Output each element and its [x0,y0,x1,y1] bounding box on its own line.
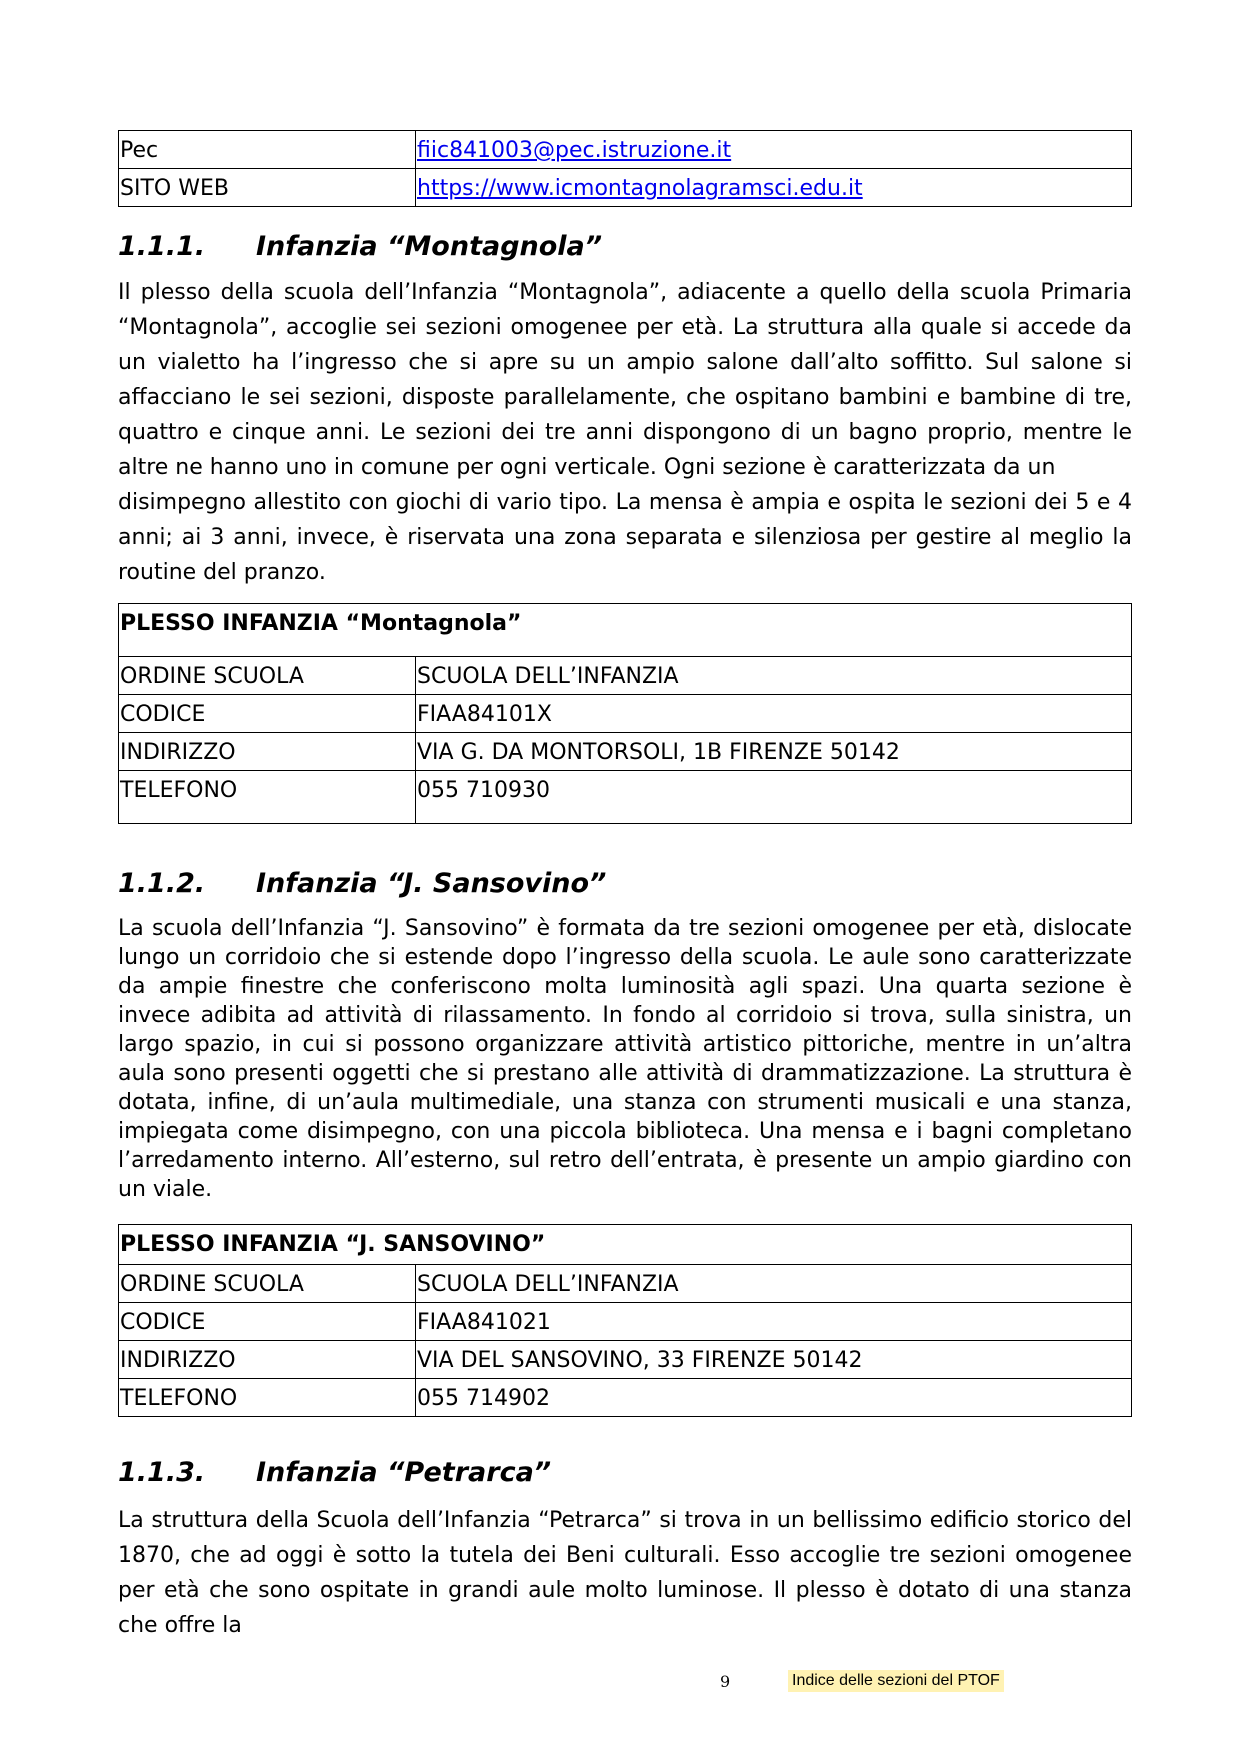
plesso-table [118,1224,1132,1417]
table-row [119,1265,1132,1303]
row-label: CODICE [119,695,416,733]
row-value: VIA DEL SANSOVINO, 33 FIRENZE 50142 [416,1341,1132,1379]
document-page [118,130,1132,1643]
contacts-table [118,130,1132,207]
website-label: SITO WEB [119,169,416,207]
section-heading [118,864,1132,904]
table-row [119,733,1132,771]
table-row [119,657,1132,695]
row-value: FIAA841021 [416,1303,1132,1341]
section-heading [118,1453,1132,1493]
table-row [119,1303,1132,1341]
row-label: TELEFONO [119,1379,416,1417]
row-value: SCUOLA DELL’INFANZIA [416,657,1132,695]
table-row [119,771,1132,824]
pec-email-link[interactable]: fiic841003@pec.istruzione.it [417,138,732,163]
index-link[interactable]: Indice delle sezioni del PTOF [788,1670,1004,1692]
row-value: 055 714902 [416,1379,1132,1417]
row-value: FIAA84101X [416,695,1132,733]
table-row [119,1341,1132,1379]
table-row [119,169,1132,207]
table-header: PLESSO INFANZIA “Montagnola” [119,604,1132,657]
row-value: 055 710930 [416,771,1132,824]
row-label: INDIRIZZO [119,733,416,771]
row-value: VIA G. DA MONTORSOLI, 1B FIRENZE 50142 [416,733,1132,771]
row-label: CODICE [119,1303,416,1341]
row-label: TELEFONO [119,771,416,824]
section-paragraph: La struttura della Scuola dell’Infanzia “Petrarca” si trova in un bellissimo edificio storico del 1870, che ad oggi è sotto la tutela dei Beni culturali. Esso accoglie tre sezioni omogenee per età che sono ospitate in grandi aule molto luminose. Il plesso è dotato di una stanza che offre la [118,1508,1132,1638]
section-title: Infanzia “Petrarca” [256,1457,552,1488]
pec-cell [416,131,1132,169]
row-label: ORDINE SCUOLA [119,657,416,695]
section-title: Infanzia “Montagnola” [256,231,603,262]
section-number: 1.1.1. [118,231,206,262]
row-label: ORDINE SCUOLA [119,1265,416,1303]
section-number: 1.1.3. [118,1457,206,1488]
page-number: 9 [720,1672,731,1691]
section-paragraph: Il plesso della scuola dell’Infanzia “Montagnola”, adiacente a quello della scuola Primaria “Montagnola”, accoglie sei sezioni omogenee per età. La struttura alla quale si accede da un vialetto ha l’ingresso che si apre su un ampio salone dall’alto soffitto. Sul salone si affacciano le sei sezioni, disposte parallelamente, che ospitano bambini e bambine di tre, quattro e cinque anni. Le sezioni dei tre anni dispongono di un bagno proprio, mentre le altre ne hanno uno in comune per ogni verticale. Ogni sezione è caratterizzata da un [118,280,1132,480]
section-paragraph: La scuola dell’Infanzia “J. Sansovino” è formata da tre sezioni omogenee per età, dislocate lungo un corridoio che si estende dopo l’ingresso della scuola. Le aule sono caratterizzate da ampie finestre che conferiscono molta luminosità agli spazi. Una quarta sezione è invece adibita ad attività di rilassamento. In fondo al corridoio si trova, sulla sinistra, un largo spazio, in cui si possono organizzare attività artistico pittoriche, mentre in un’altra aula sono presenti oggetti che si prestano alle attività di drammatizzazione. La struttura è dotata, infine, di un’aula multimediale, una stanza con strumenti musicali e una stanza, impiegata come disimpegno, con una piccola biblioteca. Una mensa e i bagni completano l’arredamento interno. All’esterno, sul retro dell’entrata, è presente un ampio giardino con un viale. [118,916,1132,1202]
section-title: Infanzia “J. Sansovino” [256,868,607,899]
website-link[interactable]: https://www.icmontagnolagramsci.edu.it [417,176,863,201]
table-header: PLESSO INFANZIA “J. SANSOVINO” [119,1225,1132,1265]
section-heading [118,227,1132,267]
row-label: INDIRIZZO [119,1341,416,1379]
table-header-row [119,1225,1132,1265]
table-row [119,695,1132,733]
website-cell [416,169,1132,207]
table-header-row [119,604,1132,657]
plesso-table [118,603,1132,824]
row-value: SCUOLA DELL’INFANZIA [416,1265,1132,1303]
section-paragraph-continued: disimpegno allestito con giochi di vario tipo. La mensa è ampia e ospita le sezioni dei 5 e 4 anni; ai 3 anni, invece, è riservata una zona separata e silenziosa per gestire al meglio la routine del pranzo. [118,490,1132,585]
section-number: 1.1.2. [118,868,206,899]
table-row [119,1379,1132,1417]
pec-label: Pec [119,131,416,169]
page-footer [0,1666,1243,1696]
table-row [119,131,1132,169]
